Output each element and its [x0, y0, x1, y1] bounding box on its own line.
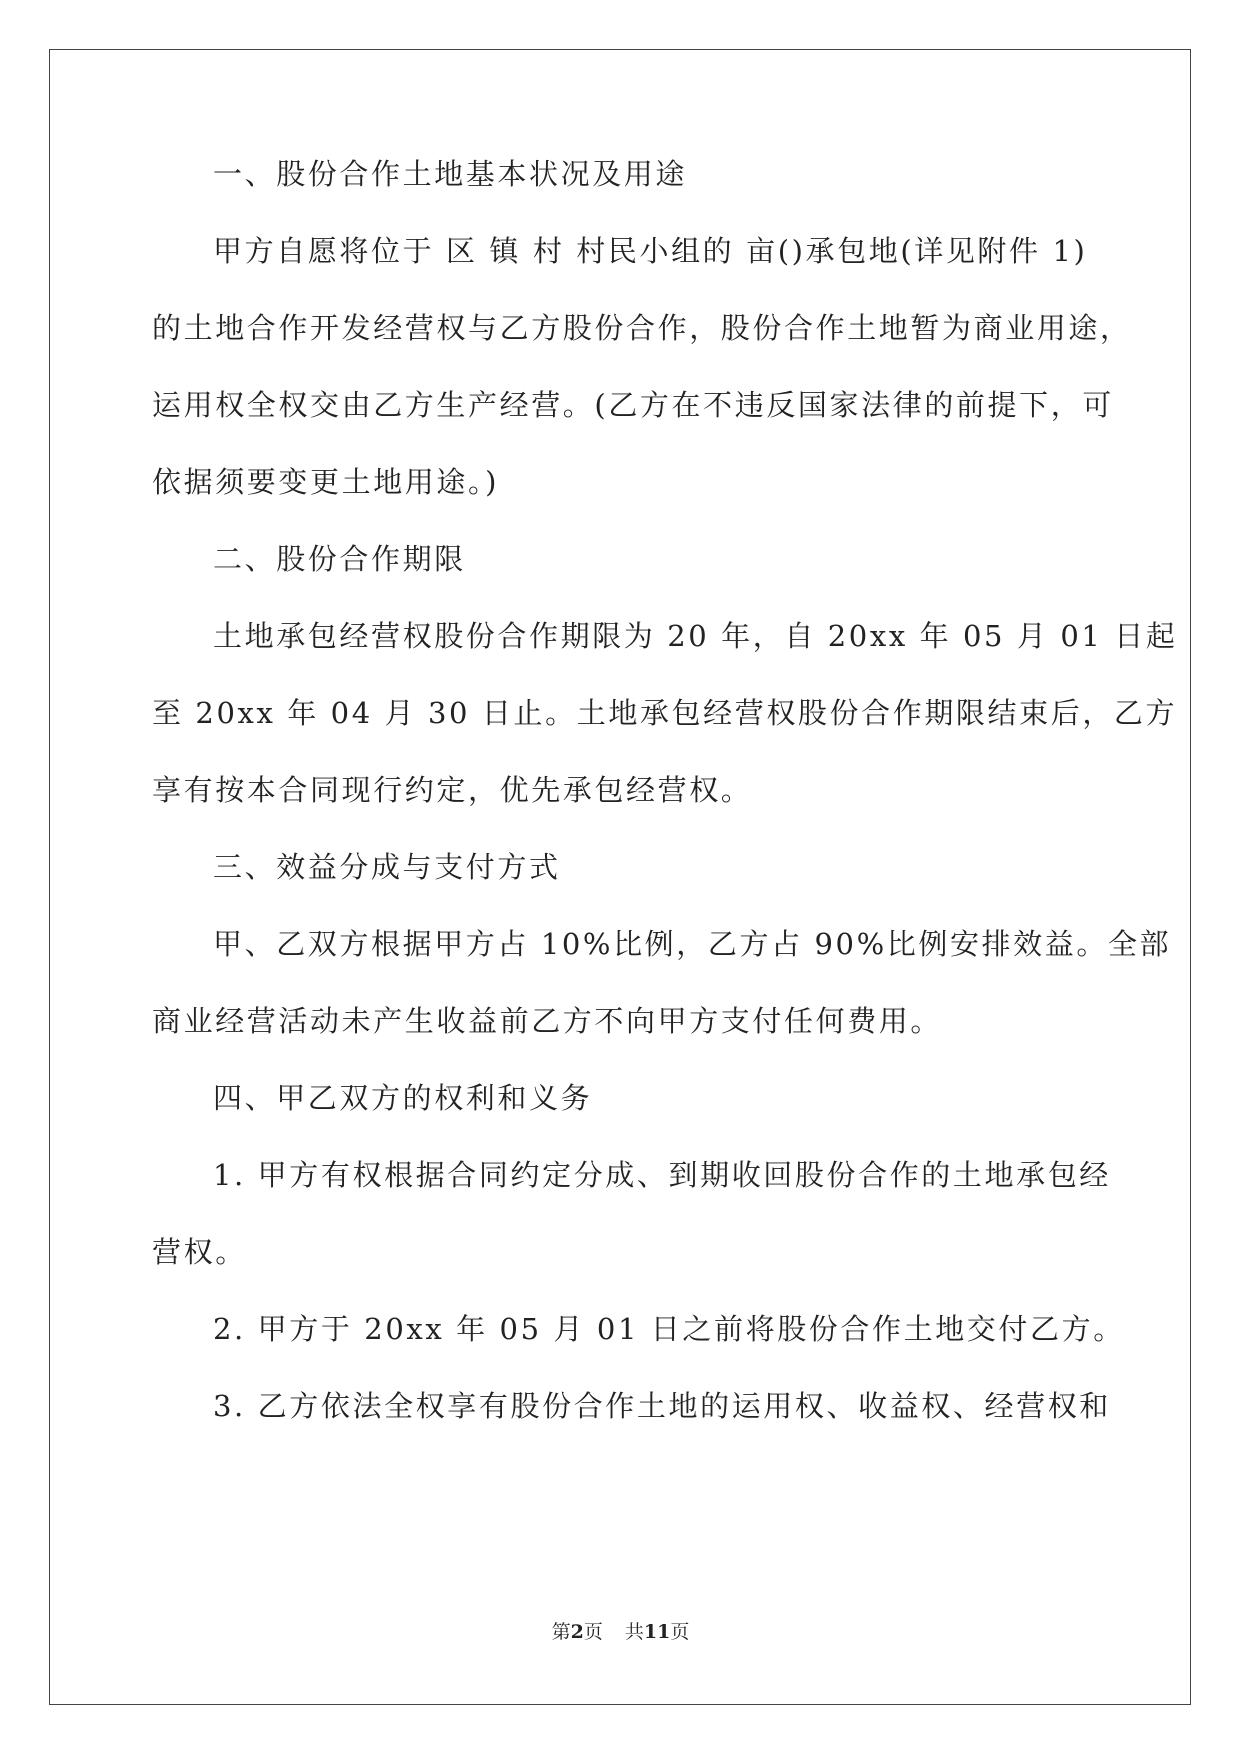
page-prefix: 第: [551, 1621, 571, 1643]
paragraph-line: 甲方自愿将位于 区 镇 村 村民小组的 亩()承包地(详见附件 1): [213, 234, 1088, 268]
total-suffix: 页: [670, 1621, 690, 1643]
section-heading-2: 二、股份合作期限: [213, 542, 466, 576]
paragraph-line: 运用权全权交由乙方生产经营。(乙方在不违反国家法律的前提下，可: [152, 388, 1114, 422]
section-heading-3: 三、效益分成与支付方式: [213, 850, 561, 884]
list-item-line: 3. 乙方依法全权享有股份合作土地的运用权、收益权、经营权和: [213, 1389, 1111, 1423]
list-item-line: 2. 甲方于 20xx 年 05 月 01 日之前将股份合作土地交付乙方。: [213, 1312, 1125, 1346]
total-page-number: 11: [643, 1621, 671, 1643]
list-item-line: 1. 甲方有权根据合同约定分成、到期收回股份合作的土地承包经: [213, 1158, 1111, 1192]
paragraph-line: 依据须要变更土地用途。): [152, 465, 500, 499]
section-heading-4: 四、甲乙双方的权利和义务: [213, 1081, 593, 1115]
paragraph-line: 土地承包经营权股份合作期限为 20 年，自 20xx 年 05 月 01 日起: [213, 619, 1178, 653]
paragraph-line: 至 20xx 年 04 月 30 日止。土地承包经营权股份合作期限结束后，乙方: [152, 696, 1178, 730]
paragraph-line: 的土地合作开发经营权与乙方股份合作，股份合作土地暂为商业用途，: [152, 311, 1132, 345]
paragraph-line: 享有按本合同现行约定，优先承包经营权。: [152, 773, 753, 807]
paragraph-line: 甲、乙双方根据甲方占 10%比例，乙方占 90%比例安排效益。全部: [213, 927, 1172, 961]
total-prefix: 共: [624, 1621, 644, 1643]
page-footer: [0, 1620, 1241, 1644]
paragraph-line: 商业经营活动未产生收益前乙方不向甲方支付任何费用。: [152, 1004, 943, 1038]
page-suffix: 页: [583, 1621, 603, 1643]
current-page-number: 2: [570, 1621, 584, 1643]
section-heading-1: 一、股份合作土地基本状况及用途: [213, 157, 688, 191]
list-item-line: 营权。: [152, 1235, 247, 1269]
